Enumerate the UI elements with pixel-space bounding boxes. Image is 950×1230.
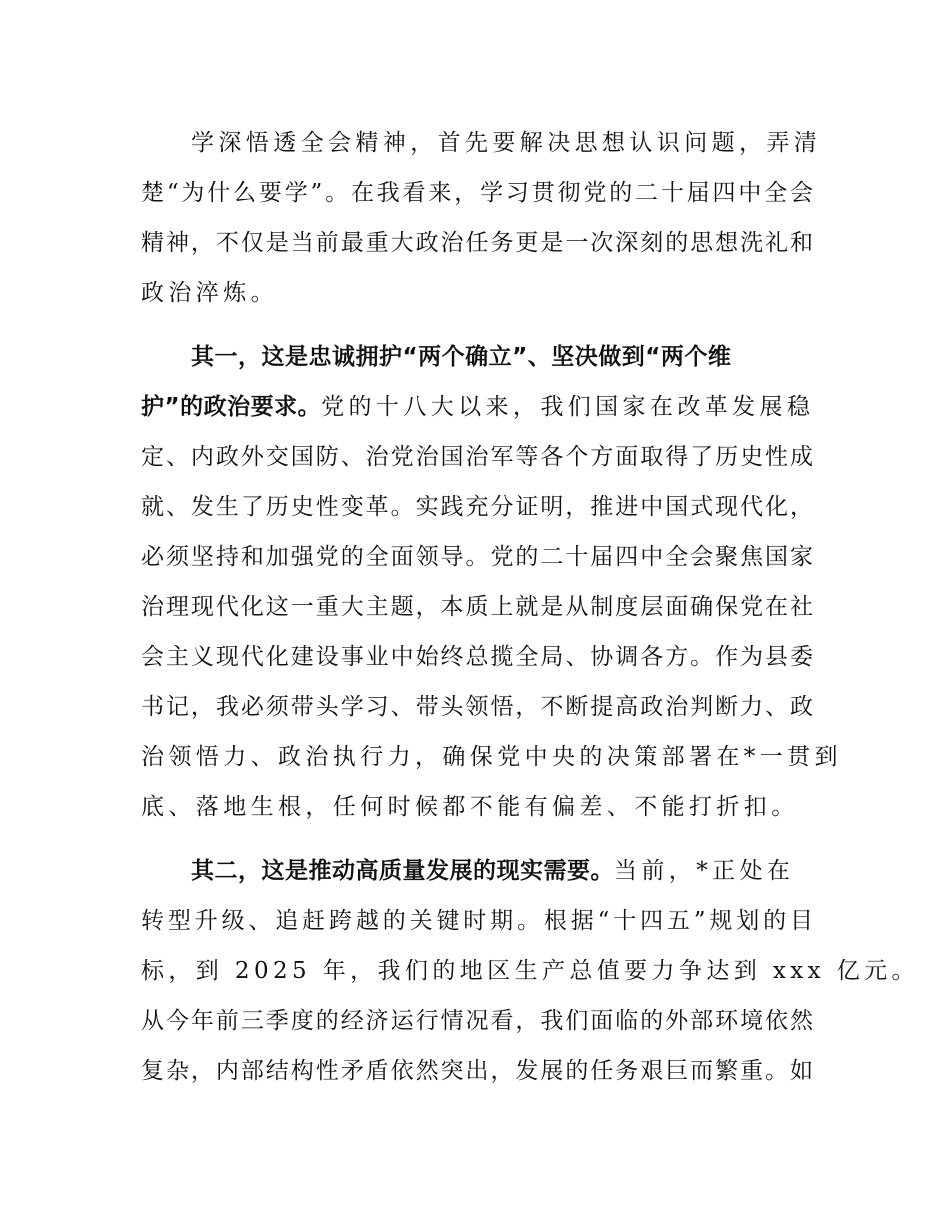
paragraph-gap xyxy=(141,838,813,852)
text-line: 转型升级、追赶跨越的关键时期。根据“十四五”规划的目 xyxy=(141,908,813,934)
text-line: 定、内政外交国防、治党治国治军等各个方面取得了历史性成 xyxy=(141,444,813,470)
text-line: 精神，不仅是当前最重大政治任务更是一次深刻的思想洗礼和 xyxy=(141,230,813,256)
text-line: 治领悟力、政治执行力，确保党中央的决策部署在*一贯到 xyxy=(141,744,842,770)
text-line: 会主义现代化建设事业中始终总揽全局、协调各方。作为县委 xyxy=(141,644,813,670)
heading-line xyxy=(141,338,813,388)
text-line: 复杂，内部结构性矛盾依然突出，发展的任务艰巨而繁重。如 xyxy=(141,1058,813,1084)
paragraph-heading: 其二，这是推动高质量发展的现实需要。 xyxy=(191,858,614,884)
text-line: 楚“为什么要学”。在我看来，学习贯彻党的二十届四中全会 xyxy=(141,180,813,206)
body-text: 党的十八大以来，我们国家在改革发展稳 xyxy=(321,394,815,420)
text-line: 从今年前三季度的经济运行情况看，我们面临的外部环境依然 xyxy=(141,1008,813,1034)
paragraph-1 xyxy=(141,124,822,324)
paragraph-2 xyxy=(141,338,842,838)
text-line: 底、落地生根，任何时候都不能有偏差、不能打折扣。 xyxy=(141,794,799,820)
paragraph-gap xyxy=(141,324,813,338)
text-line: 学深悟透全会精神，首先要解决思想认识问题，弄清 xyxy=(191,130,822,156)
text-line: 标，到 2025 年，我们的地区生产总值要力争达到 xxx 亿元。 xyxy=(141,958,919,984)
text-line: 就、发生了历史性变革。实践充分证明，推进中国式现代化， xyxy=(141,494,813,520)
text-line: 治理现代化这一重大主题，本质上就是从制度层面确保党在社 xyxy=(141,594,813,620)
heading-line xyxy=(141,852,813,902)
text-line xyxy=(141,388,813,438)
body-text: 当前，*正处在 xyxy=(614,858,795,884)
text-line: 书记，我必须带头学习、带头领悟，不断提高政治判断力、政 xyxy=(141,694,813,720)
paragraph-heading: 其一，这是忠诚拥护“两个确立”、坚决做到“两个维 xyxy=(191,344,732,370)
document-page xyxy=(141,124,919,1102)
text-line: 政治淬炼。 xyxy=(141,280,278,306)
paragraph-heading-continued: 护”的政治要求。 xyxy=(141,394,322,420)
paragraph-3 xyxy=(141,852,919,1102)
text-line: 必须坚持和加强党的全面领导。党的二十届四中全会聚焦国家 xyxy=(141,544,813,570)
